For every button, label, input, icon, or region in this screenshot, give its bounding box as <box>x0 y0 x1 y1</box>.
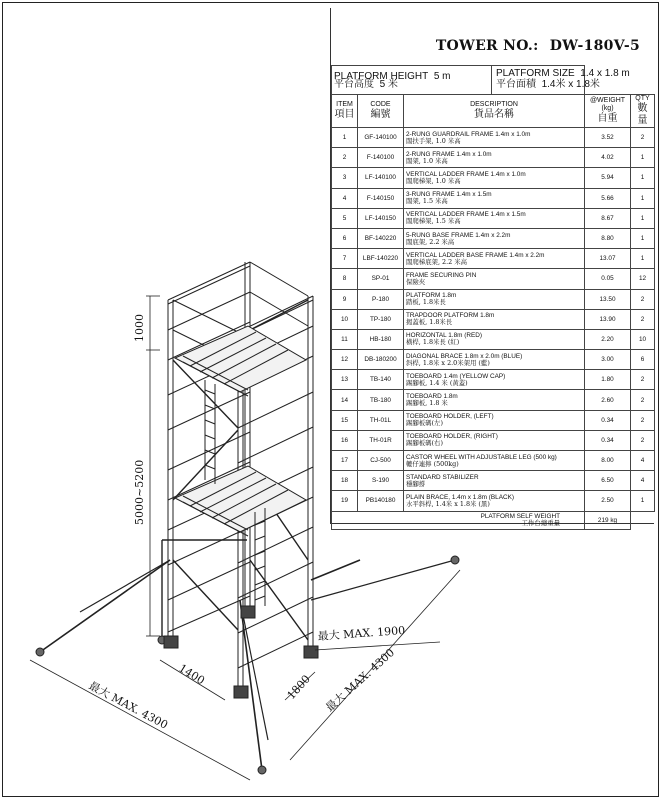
item-description <box>404 430 585 450</box>
item-description-en: VERTICAL LADDER BASE FRAME 1.4m x 2.2m <box>406 251 545 259</box>
table-row <box>332 289 655 309</box>
item-description <box>404 249 585 269</box>
item-description-en: PLAIN BRACE, 1.4m x 1.8m (BLACK) <box>406 493 514 501</box>
item-qty: 1 <box>631 148 655 168</box>
tower-label: TOWER NO.: <box>435 38 539 54</box>
item-weight: 2.60 <box>585 390 631 410</box>
item-description-en: 2-RUNG GUARDRAIL FRAME 1.4m x 1.0m <box>406 130 531 138</box>
item-qty: 6 <box>631 350 655 370</box>
item-weight: 8.80 <box>585 228 631 248</box>
item-qty: 2 <box>631 370 655 390</box>
item-weight: 2.20 <box>585 329 631 349</box>
spec-panel <box>330 8 654 528</box>
item-qty: 2 <box>631 430 655 450</box>
item-number: 8 <box>332 269 358 289</box>
item-code: LF-140100 <box>358 168 404 188</box>
item-description-zh: 踢腳板, 1.4 米 (黃蓋) <box>406 378 468 387</box>
item-weight: 13.90 <box>585 309 631 329</box>
table-row <box>332 430 655 450</box>
total-label: PLATFORM SELF WEIGHT 工作台總重量 <box>332 511 585 529</box>
item-description-en: 3-RUNG FRAME 1.4m x 1.5m <box>406 191 492 199</box>
item-code: TH-01L <box>358 410 404 430</box>
item-weight: 0.34 <box>585 430 631 450</box>
item-description-zh: 斜桿, 1.8米 x 2.0米架用 (藍) <box>406 358 490 367</box>
item-description <box>404 390 585 410</box>
item-weight: 13.50 <box>585 289 631 309</box>
item-description-zh: 闊底架, 2.2 米高 <box>406 237 455 246</box>
item-qty: 10 <box>631 329 655 349</box>
item-description <box>404 309 585 329</box>
table-row <box>332 329 655 349</box>
item-qty: 1 <box>631 188 655 208</box>
dim-top-height: 1000 <box>133 314 146 342</box>
item-number: 16 <box>332 430 358 450</box>
item-description <box>404 350 585 370</box>
item-description-en: FRAME SECURING PIN <box>406 271 477 279</box>
item-number: 7 <box>332 249 358 269</box>
platform-size-block: PLATFORM SIZE 1.4 x 1.8 m 平台面積 1.4米 x 1.8米 <box>496 68 630 90</box>
table-row <box>332 208 655 228</box>
platform-height-cell: PLATFORM HEIGHT 5 m 平台高度 5 米 <box>332 66 585 95</box>
dim-platform-height: 5000~5200 <box>133 459 146 525</box>
col-code: CODE 編號 <box>358 95 404 128</box>
item-weight: 8.00 <box>585 451 631 471</box>
item-code: HB-180 <box>358 329 404 349</box>
parts-table <box>331 65 655 530</box>
total-row <box>332 511 655 529</box>
item-number: 19 <box>332 491 358 511</box>
table-row <box>332 228 655 248</box>
header-divider <box>491 65 492 95</box>
item-description-en: 2-RUNG FRAME 1.4m x 1.0m <box>406 150 492 158</box>
item-description-zh: 橫桿, 1.8米長 (紅) <box>406 338 460 347</box>
item-description <box>404 148 585 168</box>
item-weight: 3.00 <box>585 350 631 370</box>
item-number: 2 <box>332 148 358 168</box>
col-description: DESCRIPTION 貨品名稱 <box>404 95 585 128</box>
item-description-en: VERTICAL LADDER FRAME 1.4m x 1.5m <box>406 211 526 219</box>
item-description-en: PLATFORM 1.8m <box>406 292 457 300</box>
item-description-zh: 保險夾 <box>406 277 426 286</box>
item-code: PB140180 <box>358 491 404 511</box>
item-description-zh: 穩腳撐 <box>406 479 426 488</box>
item-description-zh: 闊爬梯架, 1.0 米高 <box>406 176 461 185</box>
item-weight: 0.34 <box>585 410 631 430</box>
item-code: DB-180200 <box>358 350 404 370</box>
item-number: 1 <box>332 128 358 148</box>
item-number: 14 <box>332 390 358 410</box>
item-number: 17 <box>332 451 358 471</box>
item-description <box>404 168 585 188</box>
item-description-en: TOEBOARD HOLDER, (LEFT) <box>406 413 494 421</box>
item-code: GF-140100 <box>358 128 404 148</box>
table-row <box>332 249 655 269</box>
item-description-zh: 闊架, 1.5 米高 <box>406 197 448 206</box>
table-row <box>332 471 655 491</box>
item-number: 4 <box>332 188 358 208</box>
item-weight: 6.50 <box>585 471 631 491</box>
item-qty: 1 <box>631 228 655 248</box>
item-qty: 1 <box>631 168 655 188</box>
table-row <box>332 491 655 511</box>
item-description-zh: 轆仔連擰 (500kg) <box>406 459 459 468</box>
item-description-en: TOEBOARD HOLDER, (RIGHT) <box>406 433 498 441</box>
item-qty: 4 <box>631 451 655 471</box>
item-description <box>404 128 585 148</box>
item-weight: 3.52 <box>585 128 631 148</box>
dim-depth: 1800 <box>284 672 313 703</box>
table-row <box>332 148 655 168</box>
item-qty: 2 <box>631 289 655 309</box>
item-qty: 1 <box>631 249 655 269</box>
item-description-zh: 闊爬梯底架, 2.2 米高 <box>406 257 467 266</box>
item-description-en: TOEBOARD 1.8m <box>406 393 458 401</box>
item-qty: 2 <box>631 390 655 410</box>
item-qty: 12 <box>631 269 655 289</box>
table-row <box>332 390 655 410</box>
item-description-en: DIAGONAL BRACE 1.8m x 2.0m (BLUE) <box>406 352 523 360</box>
column-header-row <box>332 95 655 128</box>
item-description <box>404 269 585 289</box>
dim-max-4300-left: 最大 MAX. 4300 <box>86 679 170 732</box>
item-description <box>404 289 585 309</box>
item-qty: 2 <box>631 410 655 430</box>
item-description-en: TRAPDOOR PLATFORM 1.8m <box>406 312 495 320</box>
item-weight: 5.94 <box>585 168 631 188</box>
item-description-zh: 闊架, 1.0 米高 <box>406 156 448 165</box>
item-code: SP-01 <box>358 269 404 289</box>
dim-width: 1400 <box>176 661 208 688</box>
col-item: ITEM 項目 <box>332 95 358 128</box>
item-code: LBF-140220 <box>358 249 404 269</box>
item-code: BF-140220 <box>358 228 404 248</box>
item-code: P-180 <box>358 289 404 309</box>
item-description <box>404 370 585 390</box>
item-number: 13 <box>332 370 358 390</box>
item-number: 6 <box>332 228 358 248</box>
item-code: TB-180 <box>358 390 404 410</box>
table-row <box>332 451 655 471</box>
item-number: 15 <box>332 410 358 430</box>
item-description-en: STANDARD STABILIZER <box>406 473 479 481</box>
item-description <box>404 491 585 511</box>
item-weight: 1.80 <box>585 370 631 390</box>
item-description <box>404 228 585 248</box>
item-code: F-140150 <box>358 188 404 208</box>
item-description-en: VERTICAL LADDER FRAME 1.4m x 1.0m <box>406 170 526 178</box>
item-weight: 13.07 <box>585 249 631 269</box>
table-row <box>332 370 655 390</box>
item-description-zh: 踢腳板碼(左) <box>406 419 443 428</box>
table-row <box>332 410 655 430</box>
table-row <box>332 168 655 188</box>
item-description-en: CASTOR WHEEL WITH ADJUSTABLE LEG (500 kg) <box>406 453 557 461</box>
dim-max-1900: 最大 MAX. 1900 <box>317 623 406 643</box>
item-code: LF-140150 <box>358 208 404 228</box>
col-qty: QTY 數量 <box>631 95 655 128</box>
item-weight: 2.50 <box>585 491 631 511</box>
item-description <box>404 329 585 349</box>
item-qty: 1 <box>631 491 655 511</box>
item-number: 9 <box>332 289 358 309</box>
item-description-zh: 闊扶手架, 1.0 米高 <box>406 136 461 145</box>
item-code: S-190 <box>358 471 404 491</box>
item-code: TH-01R <box>358 430 404 450</box>
item-code: TB-140 <box>358 370 404 390</box>
item-qty: 4 <box>631 471 655 491</box>
table-row <box>332 350 655 370</box>
table-row <box>332 188 655 208</box>
item-weight: 5.66 <box>585 188 631 208</box>
item-description-zh: 踏板, 1.8米長 <box>406 298 446 307</box>
item-description-zh: 踢腳板碼(右) <box>406 439 443 448</box>
item-weight: 0.05 <box>585 269 631 289</box>
item-weight: 8.67 <box>585 208 631 228</box>
item-description <box>404 451 585 471</box>
item-qty: 2 <box>631 128 655 148</box>
item-description-zh: 揭蓋板, 1.8米長 <box>406 318 453 327</box>
item-weight: 4.02 <box>585 148 631 168</box>
item-number: 12 <box>332 350 358 370</box>
item-description-zh: 水平斜桿, 1.4米 x 1.8米 (黑) <box>406 499 490 508</box>
item-description <box>404 471 585 491</box>
tower-code: DW-180V-5 <box>549 38 640 54</box>
item-description-en: TOEBOARD 1.4m (YELLOW CAP) <box>406 372 506 380</box>
item-qty: 2 <box>631 309 655 329</box>
item-description-en: HORIZONTAL 1.8m (RED) <box>406 332 482 340</box>
item-qty: 1 <box>631 208 655 228</box>
item-description <box>404 208 585 228</box>
item-description <box>404 410 585 430</box>
tower-title <box>331 38 654 54</box>
item-description-en: 5-RUNG BASE FRAME 1.4m x 2.2m <box>406 231 511 239</box>
item-number: 3 <box>332 168 358 188</box>
item-number: 18 <box>332 471 358 491</box>
item-code: CJ-500 <box>358 451 404 471</box>
item-code: TP-180 <box>358 309 404 329</box>
item-code: F-140100 <box>358 148 404 168</box>
item-number: 11 <box>332 329 358 349</box>
col-weight: @WEIGHT (kg) 自重 <box>585 95 631 128</box>
total-weight: 219 kg <box>585 511 631 529</box>
item-number: 5 <box>332 208 358 228</box>
table-row <box>332 269 655 289</box>
item-description-zh: 踢腳板, 1.8 米 <box>406 399 448 408</box>
table-row <box>332 128 655 148</box>
item-description-zh: 闊爬梯架, 1.5 米高 <box>406 217 461 226</box>
table-row <box>332 309 655 329</box>
item-description <box>404 188 585 208</box>
dim-max-4300-right: 最大 MAX. 4300 <box>323 645 398 715</box>
item-number: 10 <box>332 309 358 329</box>
